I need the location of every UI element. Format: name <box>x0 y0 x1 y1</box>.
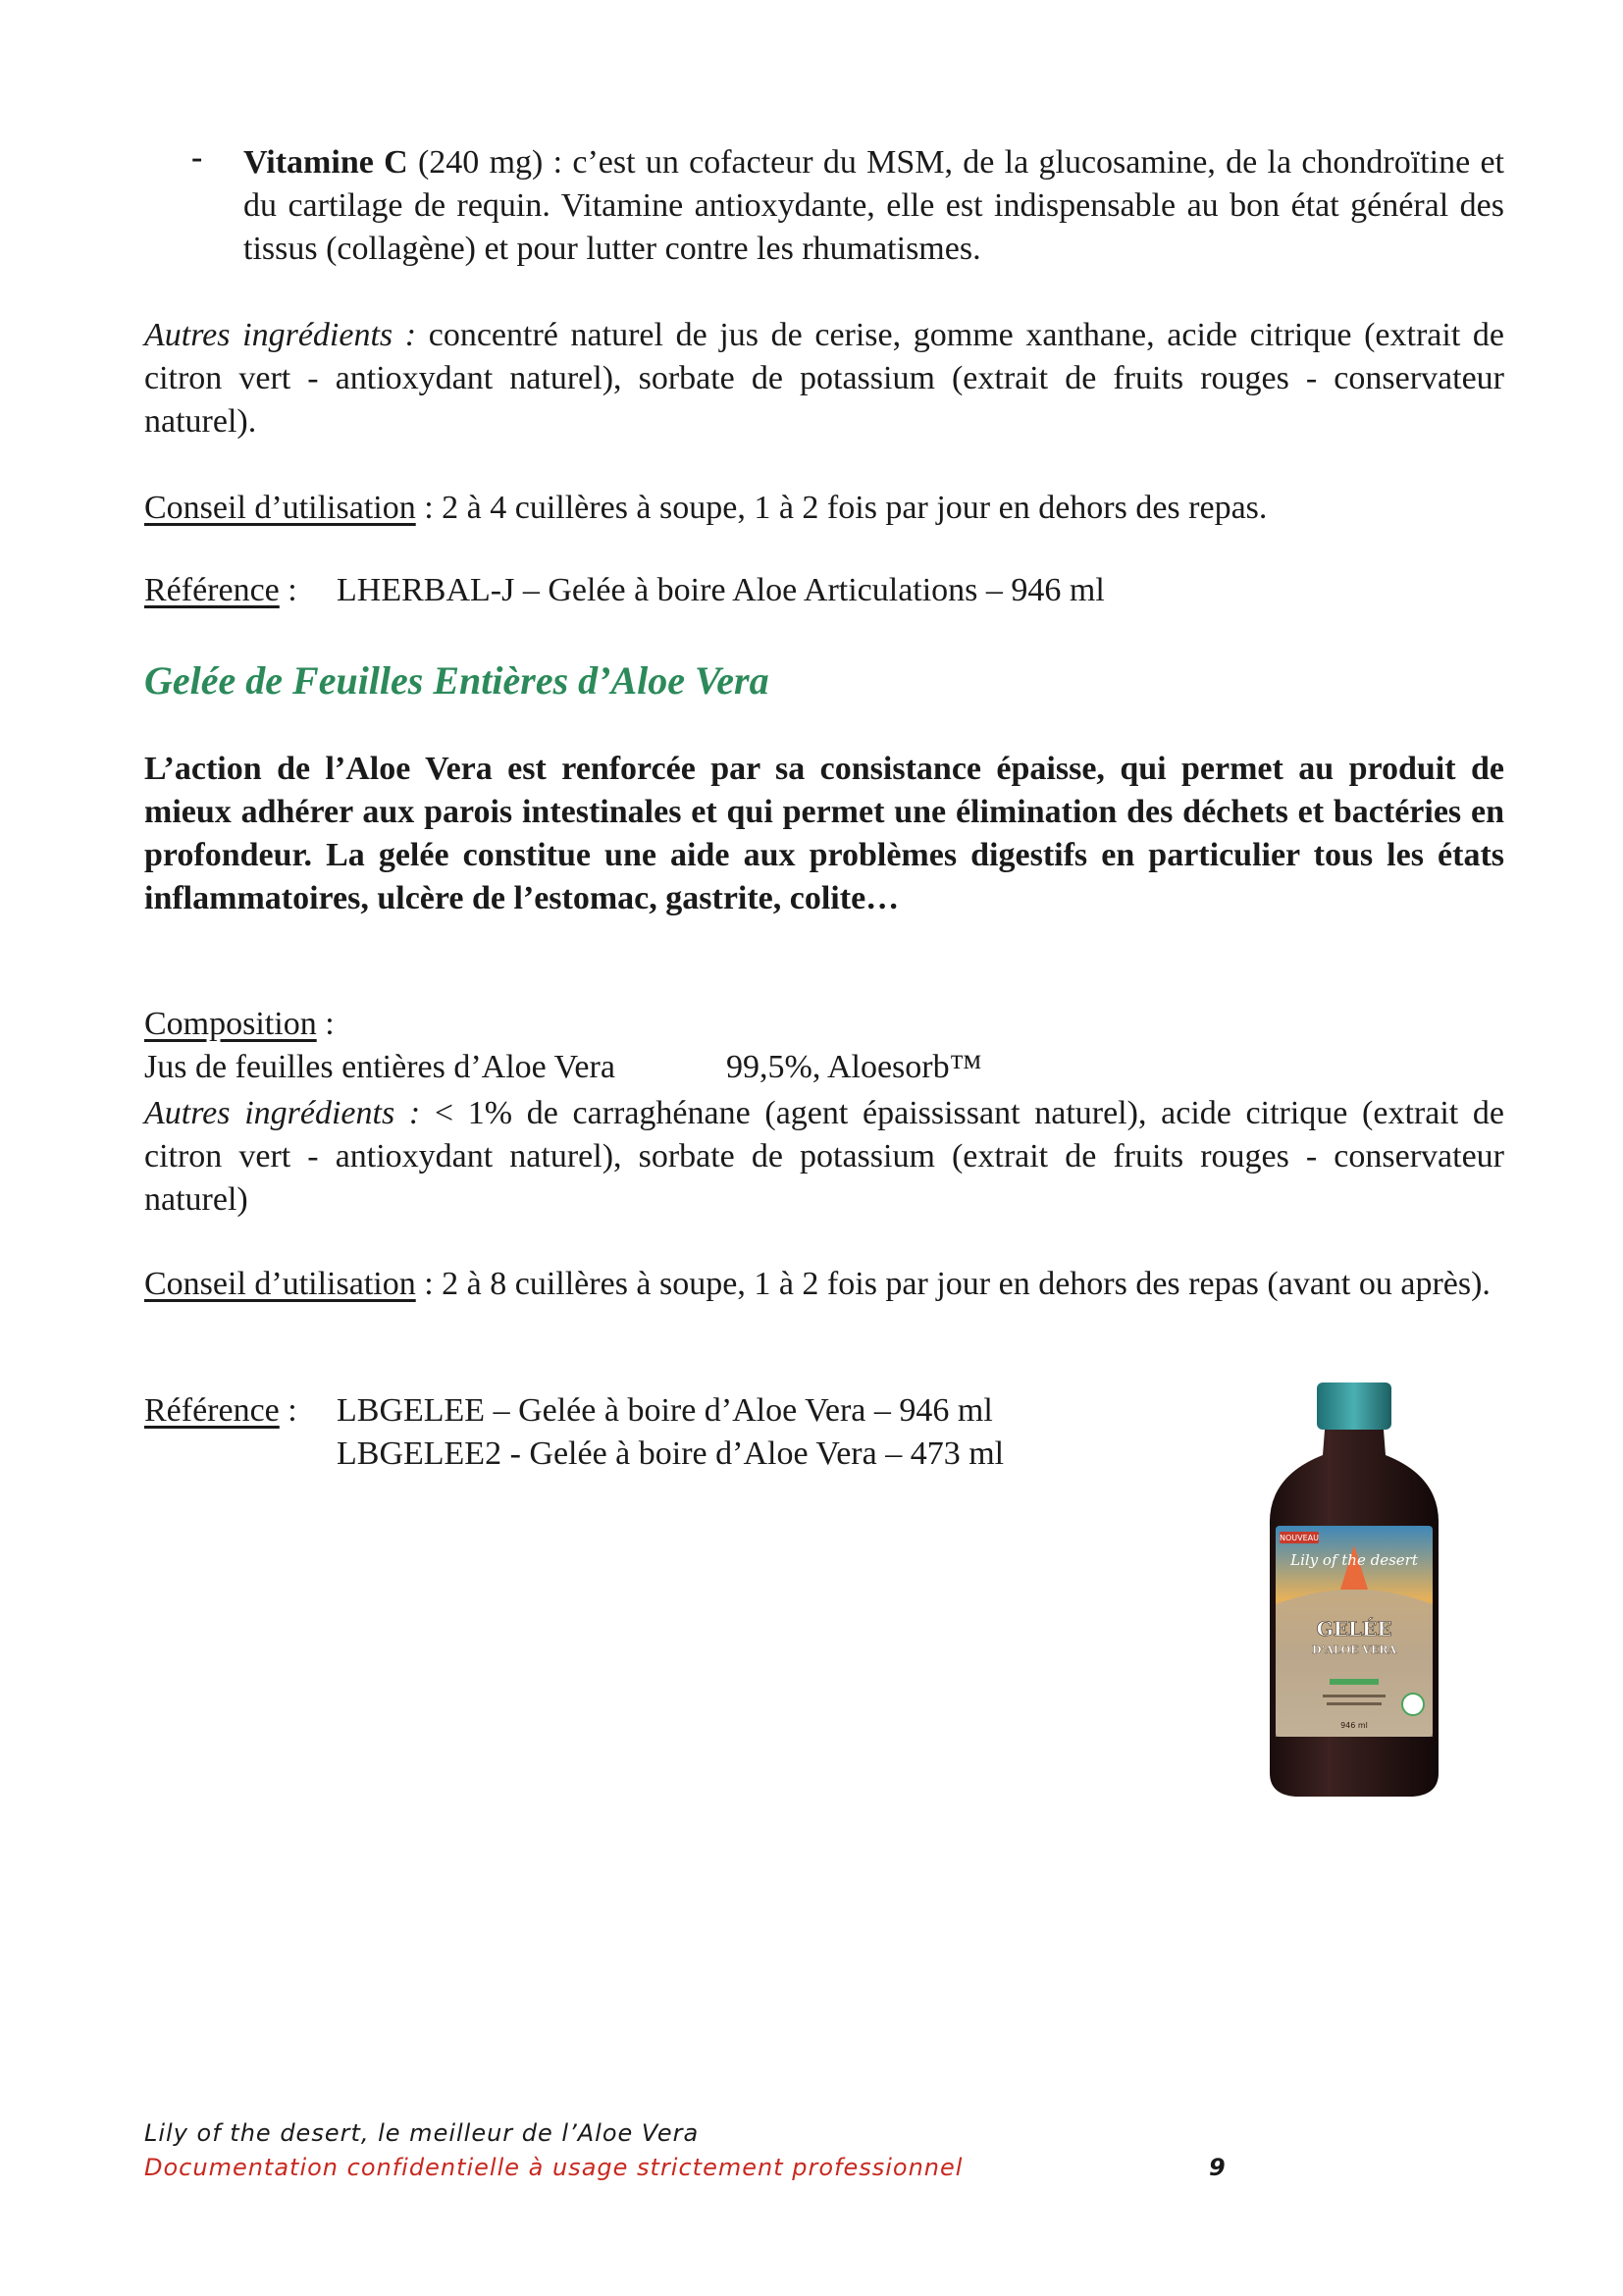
vitamin-c-text: (240 mg) : c’est un cofacteur du MSM, de la glucosamine, de la chondroïtine et du cartilage de requin. Vitamine antioxydante, elle est indispensable au bon état général des tissus (collagène) et pour lutter contre les rhumatismes. <box>243 144 1504 267</box>
reference-2-label: Référence : <box>144 1392 297 1429</box>
vitamin-c-paragraph <box>243 141 1504 271</box>
section-heading: Gelée de Feuilles Entières d’Aloe Vera <box>144 658 769 703</box>
other-ingredients-2-text: < 1% de carraghénane (agent épaississant naturel), acide citrique (extrait de citron vert - antioxydant naturel), sorbate de potassium (extrait de fruits rouges - conservateur naturel) <box>144 1095 1504 1218</box>
product-name-line1: GELÉE <box>1316 1617 1392 1641</box>
composition-line-a: Jus de feuilles entières d’Aloe Vera <box>144 1049 615 1085</box>
volume-text: 946 ml <box>1340 1721 1368 1730</box>
footer-tagline: Lily of the desert, le meilleur de l’Aloe Vera <box>144 2119 700 2147</box>
usage-label: Conseil d’utilisation <box>144 490 416 526</box>
usage-paragraph <box>144 487 1504 530</box>
reference-label: Référence : <box>144 572 297 608</box>
other-ingredients-2-paragraph <box>144 1092 1504 1222</box>
usage-text: : 2 à 4 cuillères à soupe, 1 à 2 fois par jour en dehors des repas. <box>415 490 1268 526</box>
other-ingredients-text: concentré naturel de jus de cerise, gomme xanthane, acide citrique (extrait de citron vert - antioxydant naturel), sorbate de potassium (extrait de fruits rouges - conservateur naturel). <box>144 317 1505 440</box>
composition-label: Composition : <box>144 1006 335 1042</box>
other-ingredients-paragraph <box>144 314 1504 444</box>
usage-2-label: Conseil d’utilisation <box>144 1266 416 1302</box>
vitamin-c-label: Vitamine C <box>243 144 408 181</box>
usage-2-text: : 2 à 8 cuillères à soupe, 1 à 2 fois par jour en dehors des repas (avant ou après). <box>415 1266 1491 1302</box>
other-ingredients-label: Autres ingrédients : <box>144 317 417 353</box>
bullet-dash: - <box>191 139 203 176</box>
product-name-line2: D’ALOE VERA <box>1311 1644 1397 1656</box>
page-number: 9 <box>1209 2154 1226 2181</box>
product-bottle-image <box>1266 1379 1442 1800</box>
brand-text: Lily of the desert <box>1290 1551 1418 1569</box>
reference-2-value-1: LBGELEE – Gelée à boire d’Aloe Vera – 946 ml <box>337 1392 993 1429</box>
reference-2-value-2: LBGELEE2 - Gelée à boire d’Aloe Vera – 473 ml <box>337 1435 1005 1472</box>
reference-value: LHERBAL-J – Gelée à boire Aloe Articulations – 946 ml <box>337 572 1105 608</box>
composition-line-b: 99,5%, Aloesorb™ <box>726 1049 982 1085</box>
lead-paragraph: L’action de l’Aloe Vera est renforcée par sa consistance épaisse, qui permet au produit de mieux adhérer aux parois intestinales et qui permet une élimination des déchets et bactéries en profondeur. La gelée constitue une aide aux problèmes digestifs en particulier tous les états inflammatoires, ulcère de l’estomac, gastrite, colite… <box>144 751 1504 916</box>
other-ingredients-2-label: Autres ingrédients : <box>144 1095 421 1131</box>
usage-2-paragraph <box>144 1263 1504 1306</box>
bottle-cap <box>1317 1383 1391 1430</box>
footer-confidential: Documentation confidentielle à usage strictement professionnel <box>144 2154 964 2181</box>
new-badge-text: NOUVEAU <box>1280 1534 1319 1542</box>
